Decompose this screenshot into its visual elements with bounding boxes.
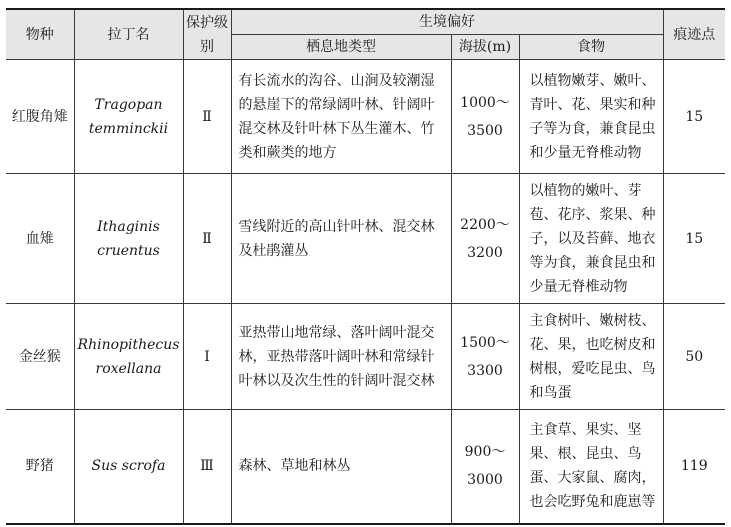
species-name: 红腹角雉 bbox=[6, 60, 74, 174]
altitude-range: 900～3000 bbox=[451, 410, 519, 524]
header-habitat-preference: 生境偏好 bbox=[231, 9, 663, 35]
latin-name: Sus scrofa bbox=[74, 410, 183, 524]
header-protection-level: 保护级别 bbox=[183, 9, 231, 60]
header-latin-name: 拉丁名 bbox=[74, 9, 183, 60]
species-habitat-table bbox=[6, 8, 725, 525]
latin-name: Rhinopithecus roxellana bbox=[74, 304, 183, 410]
altitude-range: 2200～3200 bbox=[451, 174, 519, 304]
protection-level: Ⅰ bbox=[183, 304, 231, 410]
header-altitude: 海拔(m) bbox=[451, 35, 519, 60]
trace-count: 15 bbox=[663, 60, 725, 174]
header-habitat-type: 栖息地类型 bbox=[231, 35, 451, 60]
habitat-type: 亚热带山地常绿、落叶阔叶混交林，亚热带落叶阔叶林和常绿针叶林以及次生性的针阔叶混交林 bbox=[231, 304, 451, 410]
header-trace-points: 痕迹点 bbox=[663, 9, 725, 60]
protection-level: Ⅱ bbox=[183, 174, 231, 304]
altitude-range: 1500～3300 bbox=[451, 304, 519, 410]
trace-count: 15 bbox=[663, 174, 725, 304]
food-description: 主食树叶、嫩树枝、花、果，也吃树皮和树根，爱吃昆虫、鸟和鸟蛋 bbox=[519, 304, 663, 410]
header-species: 物种 bbox=[6, 9, 74, 60]
table-row bbox=[6, 410, 725, 524]
latin-name: Ithaginis cruentus bbox=[74, 174, 183, 304]
protection-level: Ⅲ bbox=[183, 410, 231, 524]
trace-count: 50 bbox=[663, 304, 725, 410]
habitat-type: 有长流水的沟谷、山涧及较潮湿的悬崖下的常绿阔叶林、针阔叶混交林及针叶林下丛生灌木、竹类和蕨类的地方 bbox=[231, 60, 451, 174]
food-description: 以植物嫩芽、嫩叶、青叶、花、果实和种子等为食，兼食昆虫和少量无脊椎动物 bbox=[519, 60, 663, 174]
trace-count: 119 bbox=[663, 410, 725, 524]
species-name: 金丝猴 bbox=[6, 304, 74, 410]
food-description: 主食草、果实、坚果、根、昆虫、鸟蛋、大家鼠、腐肉，也会吃野兔和鹿崽等 bbox=[519, 410, 663, 524]
protection-level: Ⅱ bbox=[183, 60, 231, 174]
latin-name: Tragopan temminckii bbox=[74, 60, 183, 174]
habitat-type: 雪线附近的高山针叶林、混交林及杜鹃灌丛 bbox=[231, 174, 451, 304]
header-food: 食物 bbox=[519, 35, 663, 60]
table-row bbox=[6, 174, 725, 304]
table-row bbox=[6, 304, 725, 410]
species-name: 野猪 bbox=[6, 410, 74, 524]
habitat-type: 森林、草地和林丛 bbox=[231, 410, 451, 524]
table-row bbox=[6, 60, 725, 174]
altitude-range: 1000～3500 bbox=[451, 60, 519, 174]
species-name: 血雉 bbox=[6, 174, 74, 304]
food-description: 以植物的嫩叶、芽苞、花序、浆果、种子，以及苔藓、地衣等为食，兼食昆虫和少量无脊椎动物 bbox=[519, 174, 663, 304]
